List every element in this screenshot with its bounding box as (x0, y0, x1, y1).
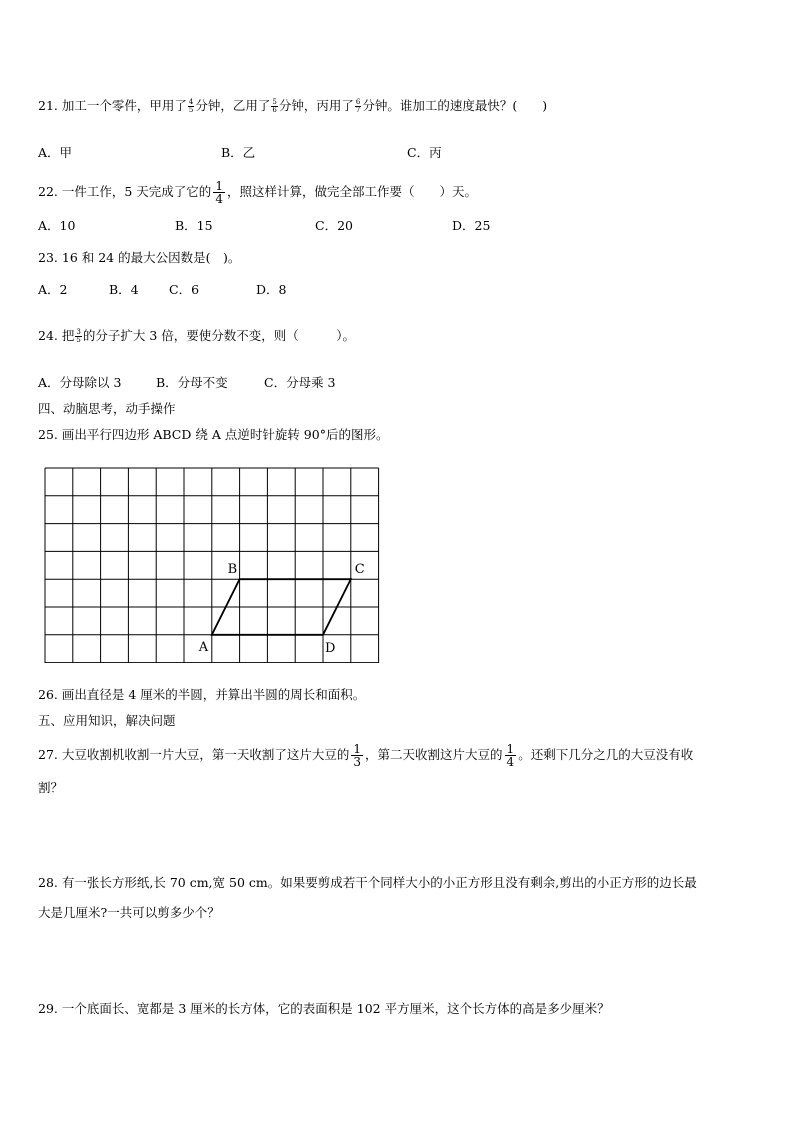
question-number: 21. (38, 98, 58, 113)
question-number: 22. (38, 184, 58, 199)
question-number: 26. (38, 687, 58, 702)
vertex-label-b: B (227, 562, 238, 578)
question-22: 22. 一件工作，5 天完成了它的 $\frac{1}{4}$ ，照这样计算，做完全部工作要（ ）天。 (38, 179, 477, 206)
section-heading: 五、应用知识，解决问题 (38, 713, 176, 728)
question-29 (38, 1000, 610, 1018)
option-a[interactable]: A．分母除以 3 (38, 375, 122, 390)
option-c[interactable]: C．20 (315, 218, 353, 233)
question-23 (38, 249, 240, 267)
question-number: 29. (38, 1001, 58, 1016)
question-text: 16 和 24 的最大公因数是( )。 (61, 250, 241, 265)
question-21: 21. 加工一个零件，甲用了 $\frac{4}{5}$ 分钟，乙用了 $\frac{5}{6}$ 分钟，丙用了 $\frac{6}{7}$ 分钟。谁加工的速度最快？( ) (38, 98, 548, 114)
question-28-cont: 大是几厘米?一共可以剪多少个？ (38, 905, 220, 920)
option-b[interactable]: B．4 (109, 282, 139, 297)
option-b[interactable]: B．乙 (221, 145, 256, 160)
fraction: $\frac{1}{3}$ (353, 742, 362, 769)
question-text: 一个底面长、宽都是 3 厘米的长方体，它的表面积是 102 平方厘米，这个长方体的高是多少厘米？ (61, 1001, 610, 1016)
question-number: 23. (38, 250, 58, 265)
fraction: $\frac{5}{6}$ (272, 98, 277, 114)
vertex-label-d: D (325, 640, 336, 656)
fraction: $\frac{3}{5}$ (76, 328, 81, 344)
option-b[interactable]: B．15 (175, 218, 213, 233)
question-25 (38, 426, 388, 444)
question-26 (38, 686, 365, 704)
drawing-grid[interactable] (40, 463, 385, 663)
option-a[interactable]: A．2 (38, 282, 68, 297)
question-number: 24. (38, 328, 58, 343)
question-text: 大豆收割机收割一片大豆，第一天收割了这片大豆的 (61, 747, 350, 762)
question-28 (38, 874, 697, 892)
question-number: 25. (38, 427, 58, 442)
question-24: 24. 把 $\frac{3}{5}$ 的分子扩大 3 倍，要使分数不变，则（ ）。 (38, 328, 356, 344)
question-text: 有一张长方形纸,长 70 cm,宽 50 cm。如果要剪成若干个同样大小的小正方形且没有剩余,剪出的小正方形的边长最 (61, 875, 697, 890)
question-text: 画出直径是 4 厘米的半圆，并算出半圆的周长和面积。 (61, 687, 366, 702)
question-text: 加工一个零件，甲用了 (61, 98, 187, 113)
question-number: 28. (38, 875, 58, 890)
question-text: 画出平行四边形 ABCD 绕 A 点逆时针旋转 90°后的图形。 (61, 427, 389, 442)
option-c[interactable]: C．分母乘 3 (264, 375, 336, 390)
question-27: 27. 大豆收割机收割一片大豆，第一天收割了这片大豆的 $\frac{1}{3}$ ，第二天收割这片大豆的 $\frac{1}{4}$ 。还剩下几分之几的大豆没有收 (38, 742, 694, 769)
question-27-cont: 割？ (38, 780, 64, 795)
question-text: 一件工作，5 天完成了它的 (61, 184, 212, 199)
fraction: $\frac{1}{4}$ (215, 179, 223, 206)
fraction: $\frac{1}{4}$ (506, 742, 515, 769)
option-d[interactable]: D．8 (256, 282, 287, 297)
vertex-labels (198, 562, 365, 656)
vertex-label-c: C (354, 562, 365, 578)
fraction: $\frac{4}{5}$ (188, 98, 194, 114)
option-c[interactable]: C．丙 (407, 145, 442, 160)
option-d[interactable]: D．25 (452, 218, 491, 233)
option-b[interactable]: B．分母不变 (156, 375, 228, 390)
section-heading: 四、动脑思考，动手操作 (38, 401, 176, 416)
question-text: 把 (61, 328, 75, 343)
fraction: $\frac{6}{7}$ (355, 98, 361, 114)
vertex-label-a: A (198, 639, 209, 655)
option-a[interactable]: A．10 (38, 218, 76, 233)
option-c[interactable]: C．6 (169, 282, 200, 297)
question-number: 27. (38, 747, 58, 762)
option-a[interactable]: A．甲 (38, 145, 73, 160)
